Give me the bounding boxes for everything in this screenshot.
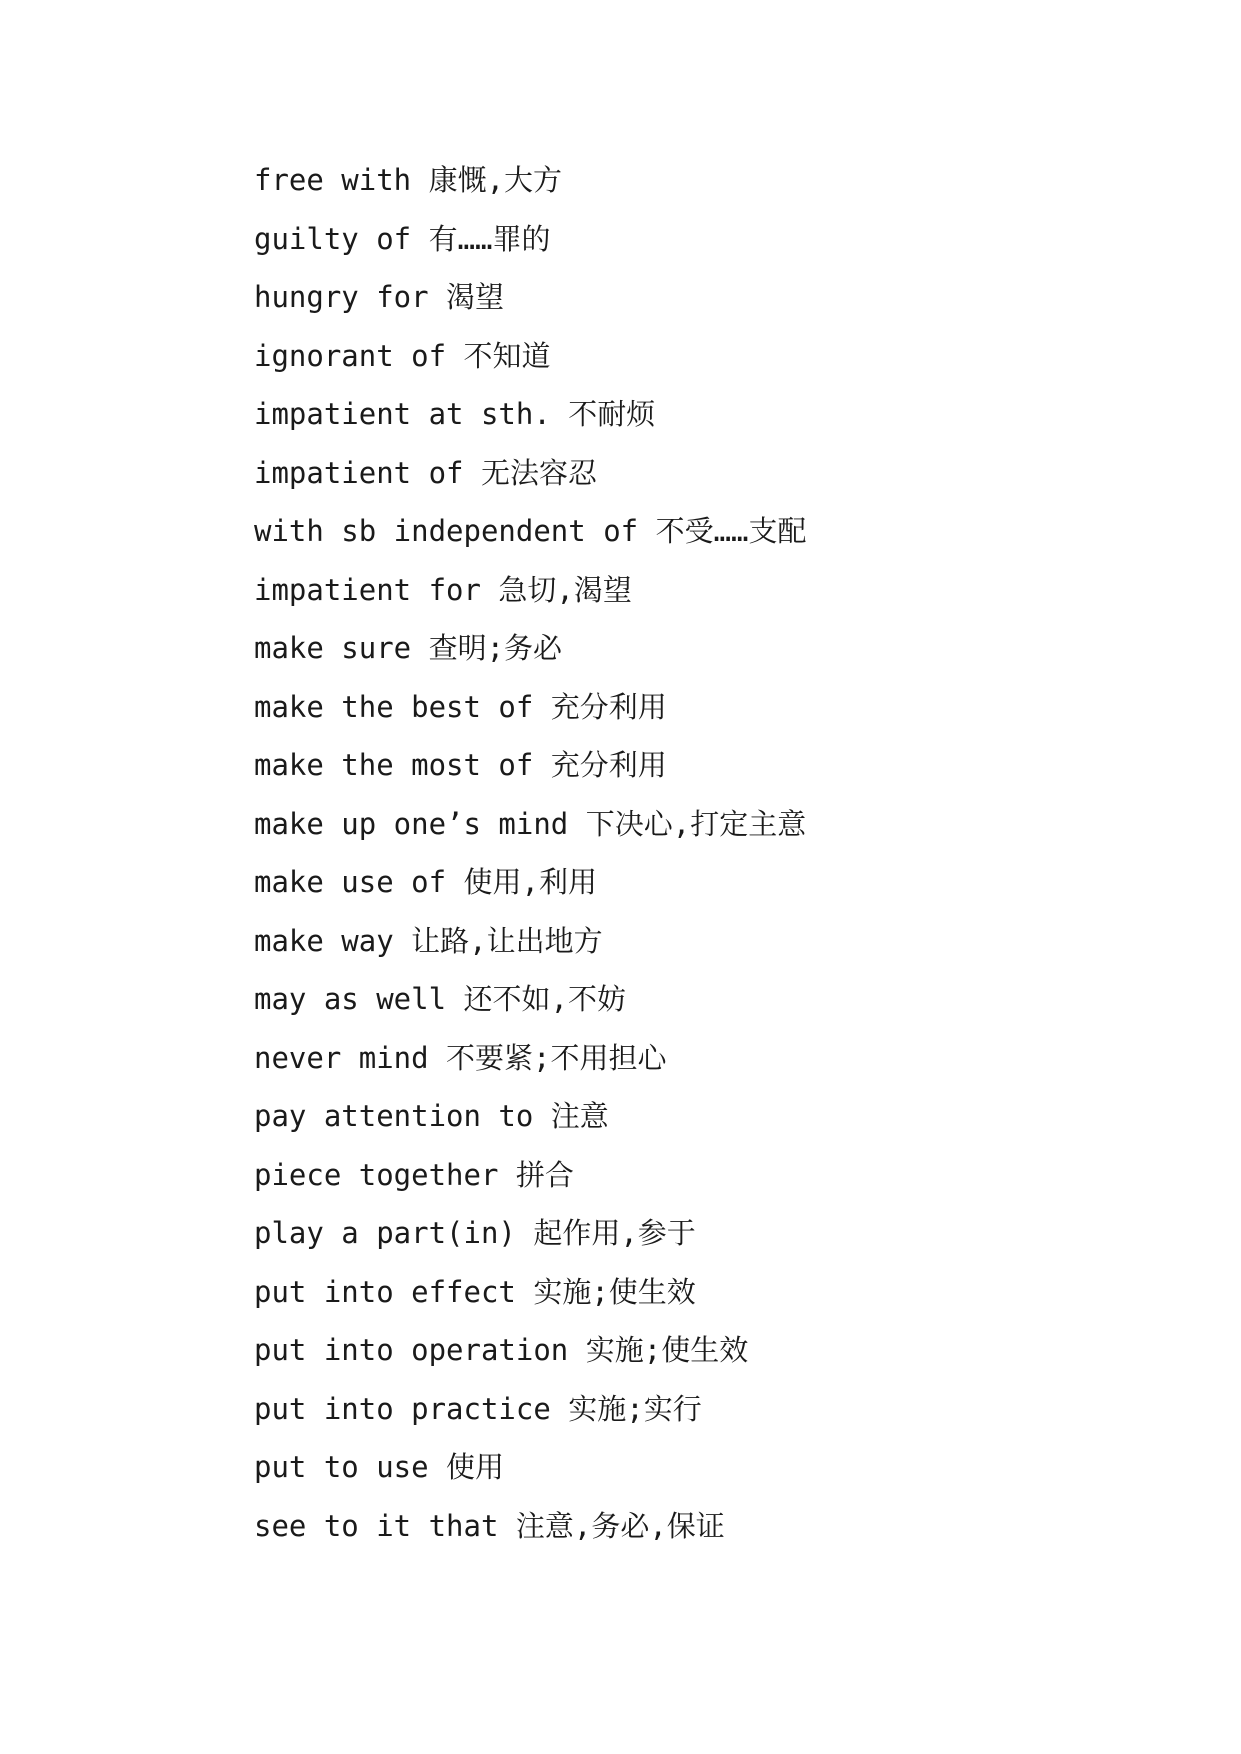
phrase-line: with sb independent of 不受……支配 — [254, 514, 807, 548]
phrase-line: play a part(in) 起作用,参于 — [254, 1216, 696, 1250]
phrase-line: never mind 不要紧;不用担心 — [254, 1040, 667, 1075]
phrase-line: make way 让路,让出地方 — [254, 923, 603, 958]
phrase-line: make the best of 充分利用 — [254, 689, 667, 724]
phrase-line: see to it that 注意,务必,保证 — [254, 1508, 725, 1543]
phrase-line: guilty of 有……罪的 — [254, 221, 551, 256]
phrase-line: put to use 使用 — [254, 1450, 505, 1484]
phrase-line: piece together 拼合 — [254, 1157, 574, 1192]
phrase-line: free with 康慨,大方 — [254, 163, 563, 197]
phrase-line: make the most of 充分利用 — [254, 748, 667, 782]
phrase-line: may as well 还不如,不妨 — [254, 982, 626, 1016]
phrase-list — [254, 160, 807, 1555]
phrase-line: pay attention to 注意 — [254, 1099, 609, 1133]
phrase-line: impatient at sth. 不耐烦 — [254, 397, 656, 431]
phrase-line: hungry for 渴望 — [254, 280, 505, 314]
phrase-line: put into practice 实施;实行 — [254, 1391, 702, 1426]
phrase-line: put into operation 实施;使生效 — [254, 1333, 749, 1367]
phrase-line: impatient for 急切,渴望 — [254, 572, 632, 607]
phrase-line: impatient of 无法容忍 — [254, 455, 597, 490]
phrase-line: make use of 使用,利用 — [254, 865, 597, 899]
phrase-line: make up one’s mind 下决心,打定主意 — [254, 806, 807, 841]
phrase-line: put into effect 实施;使生效 — [254, 1274, 696, 1309]
phrase-line: make sure 查明;务必 — [254, 631, 563, 665]
phrase-line: ignorant of 不知道 — [254, 338, 551, 373]
